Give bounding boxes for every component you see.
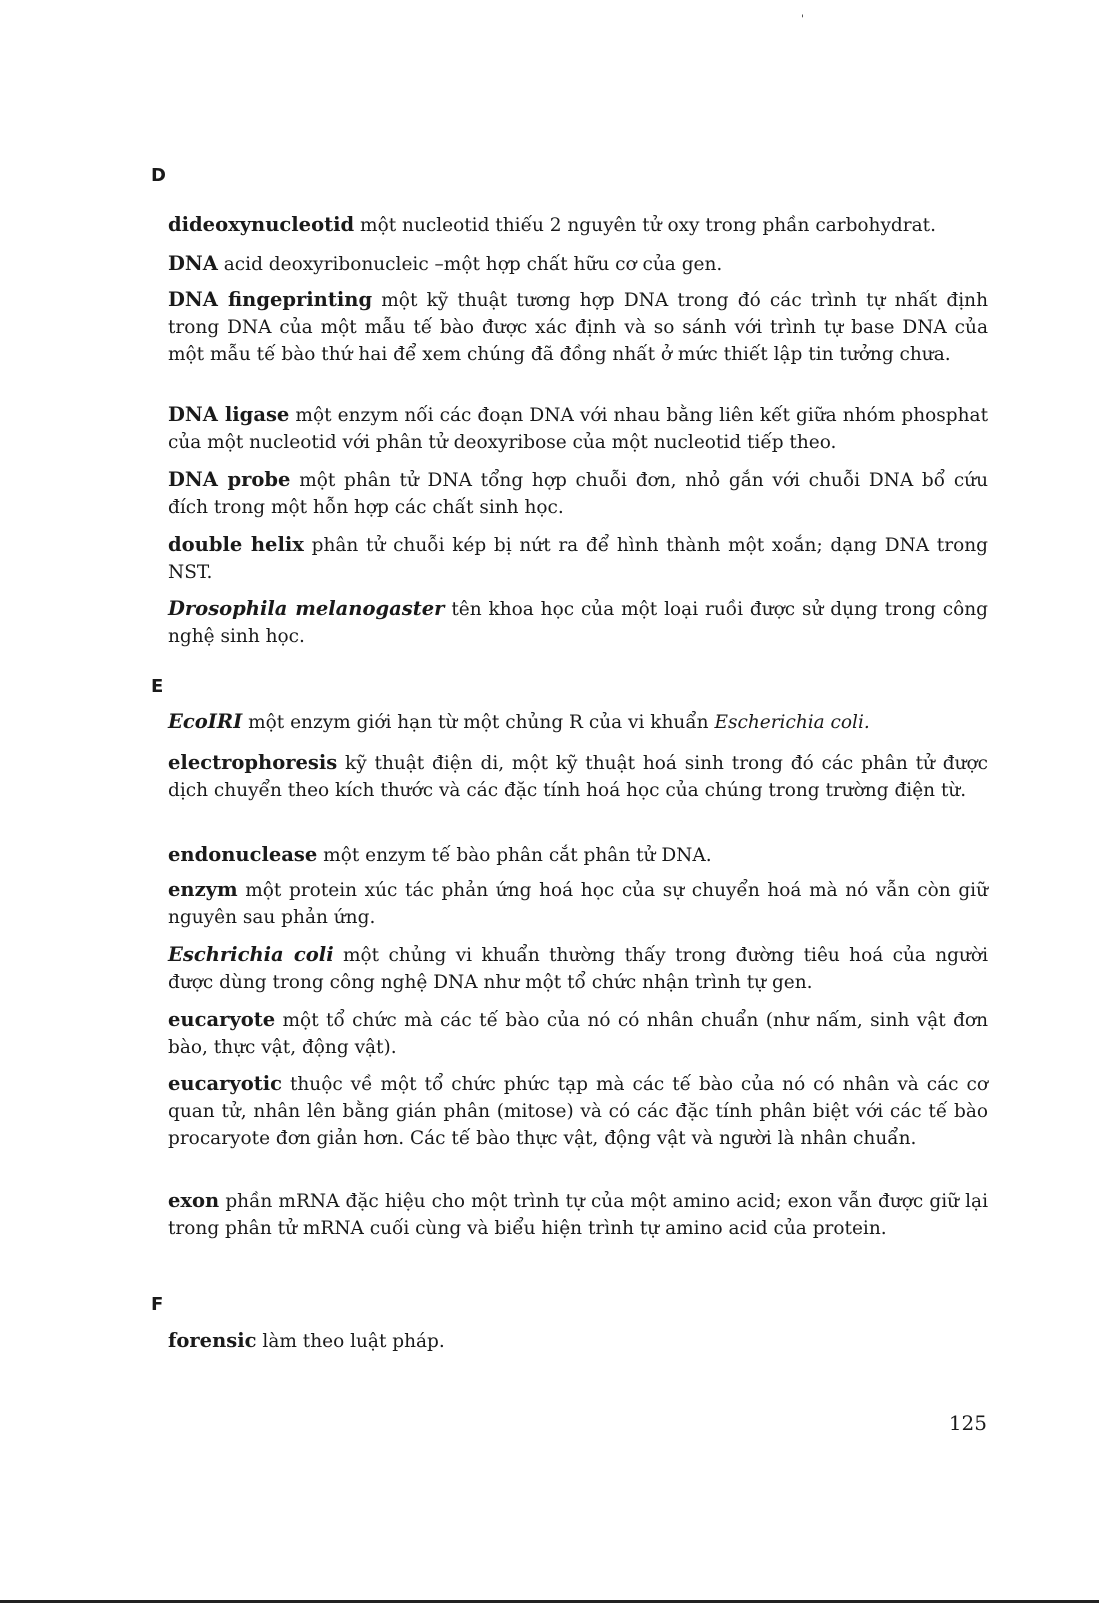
entry-definition: một phân tử DNA tổng hợp chuỗi đơn, nhỏ gắn với chuỗi DNA bổ cứu đích trong một hỗn hợp các chất sinh học. (168, 470, 989, 518)
section-heading-f: F (151, 1294, 164, 1315)
entry-term: double helix (168, 533, 304, 556)
entry-definition: một protein xúc tác phản ứng hoá học của sự chuyển hoá mà nó vẫn còn giữ nguyên sau phản ứng. (168, 880, 988, 928)
entry-enzym (168, 876, 988, 931)
entry-term: eucaryotic (168, 1072, 282, 1095)
entry-term: enzym (168, 878, 238, 901)
stray-mark: ' (801, 14, 804, 25)
page-number: 125 (948, 1411, 987, 1435)
entry-term: DNA (168, 252, 218, 275)
entry-term: exon (168, 1189, 220, 1212)
entry-dideoxynucleotid (168, 211, 988, 239)
entry-definition: tên khoa học của một loại ruồi được sử dụng trong công nghệ sinh học. (168, 599, 988, 647)
entry-term: endonuclease (168, 843, 318, 866)
entry-dna-fingeprinting (168, 286, 988, 368)
entry-term: Eschrichia coli (168, 943, 334, 966)
entry-definition: một nucleotid thiếu 2 nguyên tử oxy trong phần carbohydrat. (354, 215, 936, 236)
entry-dna-probe (168, 466, 988, 521)
entry-term: DNA ligase (168, 403, 290, 426)
entry-definition: kỹ thuật điện di, một kỹ thuật hoá sinh trong đó các phân tử được dịch chuyển theo kích thước và các đặc tính hoá học của chúng trong trường điện từ. (168, 753, 988, 801)
entry-definition: một tổ chức mà các tế bào của nó có nhân chuẩn (như nấm, sinh vật đơn bào, thực vật, động vật). (168, 1010, 988, 1058)
entry-term: dideoxynucleotid (168, 213, 355, 236)
entry-eucaryotic (168, 1070, 988, 1152)
entry-definition: phân tử chuỗi kép bị nứt ra để hình thành một xoắn; dạng DNA trong NST. (168, 535, 988, 583)
entry-ecoiri (168, 708, 988, 736)
entry-definition: acid deoxyribonucleic –một hợp chất hữu cơ của gen. (217, 254, 723, 275)
entry-definition: một enzym giới hạn từ một chủng R của vi khuẩn (242, 712, 715, 733)
entry-definition: một enzym nối các đoạn DNA với nhau bằng liên kết giữa nhóm phosphat của một nucleotid với phân tử deoxyribose của một nucleotid tiếp theo. (168, 405, 988, 453)
entry-definition: phần mRNA đặc hiệu cho một trình tự của một amino acid; exon vẫn được giữ lại trong phân tử mRNA cuối cùng và biểu hiện trình tự amino acid của protein. (168, 1191, 988, 1239)
section-heading-d: D (151, 165, 166, 186)
entry-definition: thuộc về một tổ chức phức tạp mà các tế bào của nó có nhân và các cơ quan tử, nhân lên bằng gián phân (mitose) và có các đặc tính phân biệt với các tế bào procaryote đơn giản hơn. Các tế bào thực vật, động vật và người là nhân chuẩn. (168, 1074, 988, 1149)
entry-dna (168, 250, 988, 278)
entry-drosophila-melanogaster (168, 595, 988, 650)
entry-definition: một chủng vi khuẩn thường thấy trong đường tiêu hoá của người được dùng trong công nghệ DNA như một tổ chức nhận trình tự gen. (168, 945, 988, 993)
entry-forensic (168, 1327, 988, 1355)
entry-term: Drosophila melanogaster (168, 597, 445, 620)
entry-definition-italic: Escherichia coli. (714, 712, 870, 733)
entry-term: electrophoresis (168, 751, 338, 774)
entry-term: DNA probe (168, 468, 291, 491)
entry-eucaryote (168, 1006, 988, 1061)
entry-term: EcoIRI (168, 710, 243, 733)
entry-endonuclease (168, 841, 988, 869)
entry-exon (168, 1187, 988, 1242)
entry-term: DNA fingeprinting (168, 288, 373, 311)
entry-definition: một kỹ thuật tương hợp DNA trong đó các trình tự nhất định trong DNA của một mẫu tế bào được xác định và so sánh với trình tự base DNA của một mẫu tế bào thứ hai để xem chúng đã đồng nhất ở mức thiết lập tin tưởng chưa. (168, 290, 988, 365)
entry-eschrichia-coli (168, 941, 988, 996)
entry-definition: làm theo luật pháp. (256, 1331, 445, 1352)
entry-double-helix (168, 531, 988, 586)
entry-definition: một enzym tế bào phân cắt phân tử DNA. (317, 845, 712, 866)
entry-term: eucaryote (168, 1008, 276, 1031)
section-heading-e: E (151, 676, 164, 697)
entry-dna-ligase (168, 401, 988, 456)
entry-electrophoresis (168, 749, 988, 804)
entry-term: forensic (168, 1329, 257, 1352)
